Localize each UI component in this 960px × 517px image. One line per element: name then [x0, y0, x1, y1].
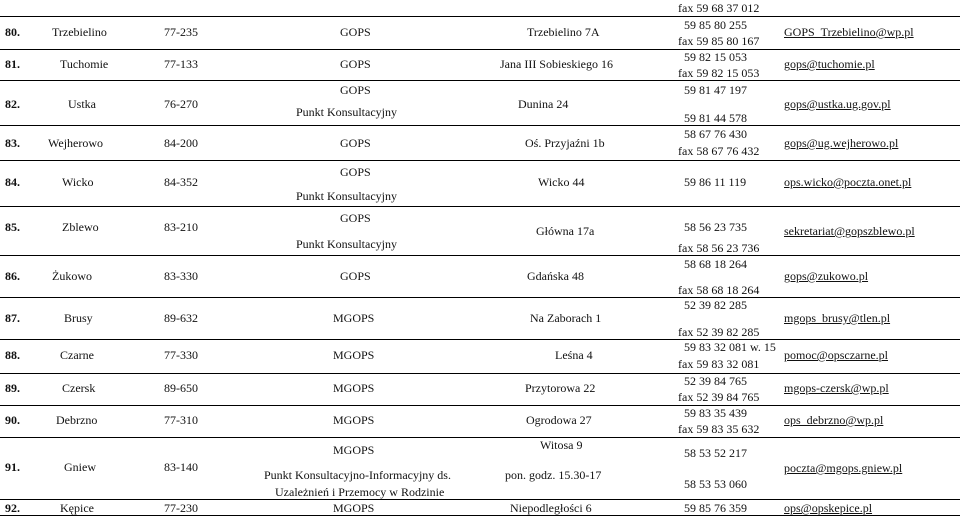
- row-number: 92.: [5, 501, 20, 515]
- institution: GOPS: [340, 136, 371, 150]
- institution: MGOPS: [333, 413, 375, 427]
- postal-code: 77-330: [164, 348, 198, 362]
- institution-point: Punkt Konsultacyjny: [296, 105, 397, 119]
- phone: 59 81 47 197: [684, 83, 747, 97]
- institution: GOPS: [340, 269, 371, 283]
- postal-code: 77-133: [164, 57, 198, 71]
- institution: GOPS: [340, 165, 371, 179]
- street-address: Główna 17a: [536, 224, 595, 238]
- row-divider: [0, 437, 960, 438]
- email-link[interactable]: GOPS_Trzebielino@wp.pl: [784, 25, 914, 39]
- email-link[interactable]: gops@ustka.ug.gov.pl: [784, 97, 891, 111]
- row-divider: [0, 160, 960, 161]
- row-divider: [0, 255, 960, 256]
- street-address: Ogrodowa 27: [526, 413, 592, 427]
- institution: GOPS: [340, 57, 371, 71]
- office-hours: pon. godz. 15.30-17: [505, 468, 602, 482]
- fax: fax 59 85 80 167: [678, 34, 760, 48]
- street-address: Gdańska 48: [527, 269, 584, 283]
- postal-code: 77-235: [164, 25, 198, 39]
- institution: GOPS: [340, 211, 371, 225]
- row-number: 91.: [5, 460, 20, 474]
- row-number: 80.: [5, 25, 20, 39]
- street-address: Dunina 24: [518, 97, 569, 111]
- city-name: Kępice: [60, 501, 94, 515]
- email-link[interactable]: pomoc@opsczarne.pl: [784, 348, 889, 362]
- email-link[interactable]: ops@opskepice.pl: [784, 501, 873, 515]
- institution-point: Punkt Konsultacyjny: [296, 237, 397, 251]
- phone: 58 68 18 264: [684, 257, 747, 271]
- phone: 59 85 80 255: [684, 18, 747, 32]
- postal-code: 76-270: [164, 97, 198, 111]
- city-name: Ustka: [68, 97, 96, 111]
- fax: fax 52 39 84 765: [678, 390, 760, 404]
- postal-code: 77-230: [164, 501, 198, 515]
- row-divider: [0, 49, 960, 50]
- row-divider: [0, 16, 960, 17]
- city-name: Tuchomie: [60, 57, 109, 71]
- email-link[interactable]: gops@ug.wejherowo.pl: [784, 136, 899, 150]
- phone: 59 83 32 081 w. 15: [684, 340, 776, 354]
- city-name: Czarne: [60, 348, 94, 362]
- row-divider: [0, 206, 960, 207]
- phone: 52 39 84 765: [684, 374, 747, 388]
- phone: 59 83 35 439: [684, 406, 747, 420]
- phone: 58 67 76 430: [684, 127, 747, 141]
- phone: 58 56 23 735: [684, 220, 747, 234]
- fax: fax 59 83 35 632: [678, 422, 760, 436]
- street-address: Leśna 4: [555, 348, 593, 362]
- row-number: 90.: [5, 413, 20, 427]
- postal-code: 83-210: [164, 220, 198, 234]
- institution-point-2: Uzależnień i Przemocy w Rodzinie: [275, 485, 445, 499]
- city-name: Gniew: [64, 460, 96, 474]
- city-name: Zblewo: [62, 220, 99, 234]
- row-number: 86.: [5, 269, 20, 283]
- top-fax: fax 59 68 37 012: [678, 1, 760, 15]
- postal-code: 84-200: [164, 136, 198, 150]
- row-divider: [0, 339, 960, 340]
- phone-2: 58 53 53 060: [684, 477, 747, 491]
- fax: fax 58 67 76 432: [678, 144, 760, 158]
- row-divider: [0, 297, 960, 298]
- row-divider: [0, 80, 960, 81]
- institution: GOPS: [340, 83, 371, 97]
- email-link[interactable]: ops_debrzno@wp.pl: [784, 413, 884, 427]
- row-number: 89.: [5, 381, 20, 395]
- fax: fax 58 56 23 736: [678, 241, 760, 255]
- city-name: Debrzno: [56, 413, 98, 427]
- email-link[interactable]: ops.wicko@poczta.onet.pl: [784, 175, 912, 189]
- postal-code: 89-650: [164, 381, 198, 395]
- row-number: 87.: [5, 311, 20, 325]
- email-link[interactable]: mgops-czersk@wp.pl: [784, 381, 889, 395]
- city-name: Czersk: [62, 381, 96, 395]
- postal-code: 83-330: [164, 269, 198, 283]
- fax: fax 59 82 15 053: [678, 66, 760, 80]
- city-name: Wicko: [62, 175, 94, 189]
- institution: MGOPS: [333, 501, 375, 515]
- fax: fax 58 68 18 264: [678, 283, 760, 297]
- row-number: 88.: [5, 348, 20, 362]
- city-name: Żukowo: [52, 269, 92, 283]
- phone-2: 59 81 44 578: [684, 111, 747, 125]
- postal-code: 84-352: [164, 175, 198, 189]
- phone: 59 85 76 359: [684, 501, 747, 515]
- street-address: Na Zaborach 1: [530, 311, 602, 325]
- street-address: Trzebielino 7A: [527, 25, 600, 39]
- street-address: Przytorowa 22: [525, 381, 596, 395]
- institution: MGOPS: [333, 381, 375, 395]
- institution-point: Punkt Konsultacyjny: [296, 189, 397, 203]
- institution: MGOPS: [333, 348, 375, 362]
- postal-code: 89-632: [164, 311, 198, 325]
- fax: fax 59 83 32 081: [678, 357, 760, 371]
- phone: 59 82 15 053: [684, 50, 747, 64]
- street-address: Jana III Sobieskiego 16: [500, 57, 613, 71]
- city-name: Brusy: [64, 311, 93, 325]
- city-name: Trzebielino: [52, 25, 107, 39]
- phone: 59 86 11 119: [684, 175, 747, 189]
- phone: 58 53 52 217: [684, 446, 747, 460]
- street-address: Wicko 44: [538, 175, 585, 189]
- institution: MGOPS: [333, 443, 375, 457]
- row-number: 81.: [5, 57, 20, 71]
- row-divider: [0, 515, 960, 516]
- institution: GOPS: [340, 25, 371, 39]
- row-number: 84.: [5, 175, 20, 189]
- email-link[interactable]: mgops_brusy@tlen.pl: [784, 311, 891, 325]
- street-address: Niepodległości 6: [510, 501, 592, 515]
- email-link[interactable]: sekretariat@gopszblewo.pl: [784, 224, 915, 238]
- postal-code: 83-140: [164, 460, 198, 474]
- phone: 52 39 82 285: [684, 298, 747, 312]
- postal-code: 77-310: [164, 413, 198, 427]
- row-number: 82.: [5, 97, 20, 111]
- row-divider: [0, 373, 960, 374]
- street-address: Oś. Przyjaźni 1b: [525, 136, 605, 150]
- street-address: Witosa 9: [540, 438, 583, 452]
- city-name: Wejherowo: [48, 136, 104, 150]
- row-number: 85.: [5, 220, 20, 234]
- fax: fax 52 39 82 285: [678, 325, 760, 339]
- institution: MGOPS: [333, 311, 375, 325]
- row-number: 83.: [5, 136, 20, 150]
- email-link[interactable]: gops@zukowo.pl: [784, 269, 869, 283]
- row-divider: [0, 499, 960, 500]
- row-divider: [0, 125, 960, 126]
- institution-point: Punkt Konsultacyjno-Informacyjny ds.: [264, 468, 451, 482]
- email-link[interactable]: gops@tuchomie.pl: [784, 57, 875, 71]
- email-link[interactable]: poczta@mgops.gniew.pl: [784, 461, 903, 475]
- row-divider: [0, 405, 960, 406]
